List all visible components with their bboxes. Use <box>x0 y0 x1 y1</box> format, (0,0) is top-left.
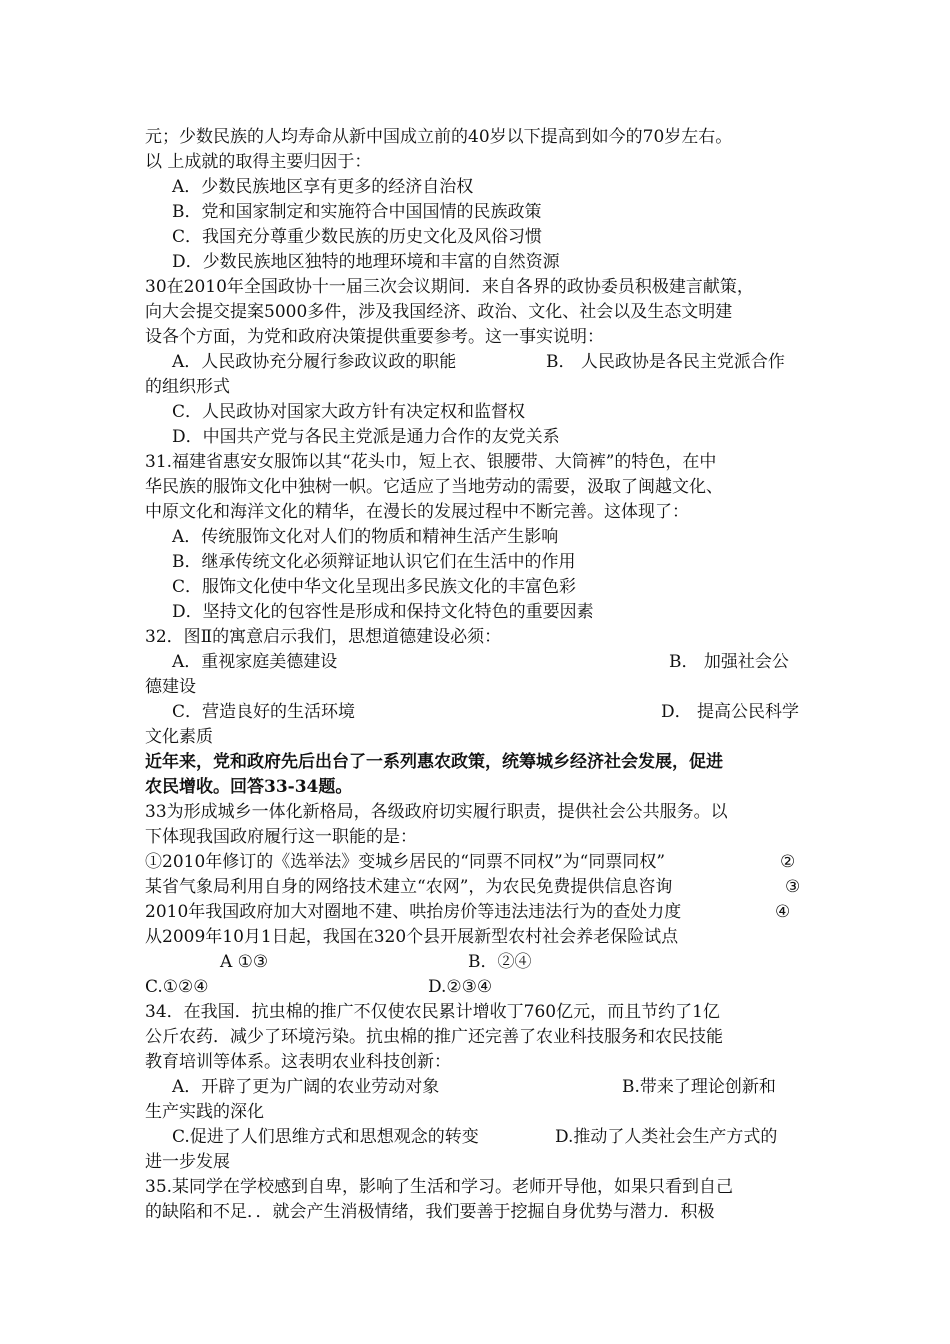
option-line: A ①③ <box>220 952 269 972</box>
option-line: B．继承传统文化必须辩证地认识它们在生活中的作用 <box>172 552 576 572</box>
option-line: D． 提高公民科学 <box>661 702 800 722</box>
option-line: C.①②④ <box>145 977 209 997</box>
option-line: C．我国充分尊重少数民族的历史文化及风俗习惯 <box>172 227 543 247</box>
text-line: 下体现我国政府履行这一职能的是： <box>145 827 417 847</box>
text-line: 文化素质 <box>145 727 213 747</box>
option-line: B． 人民政协是各民主党派合作 <box>546 352 785 372</box>
option-line: A．传统服饰文化对人们的物质和精神生活产生影响 <box>172 527 559 547</box>
text-line: 某省气象局利用自身的网络技术建立“农网”，为农民免费提供信息咨询 <box>145 877 673 897</box>
section-heading: 农民增收。回答33-34题。 <box>145 777 353 797</box>
option-line: B．②④ <box>468 952 532 972</box>
text-line: 生产实践的深化 <box>145 1102 264 1122</box>
text-line: 设各个方面，为党和政府决策提供重要参考。这一事实说明： <box>145 327 604 347</box>
text-line: 以 上成就的取得主要归因于： <box>145 152 372 172</box>
option-line: A．少数民族地区享有更多的经济自治权 <box>172 177 474 197</box>
option-line: A．人民政协充分履行参政议政的职能 <box>172 352 457 372</box>
question-line: 32．图Ⅱ的寓意启示我们，思想道德建设必须： <box>145 627 502 647</box>
text-line: 从2009年10月1日起，我国在320个县开展新型农村社会养老保险试点 <box>145 927 679 947</box>
option-line: D.②③④ <box>428 977 493 997</box>
option-line: A．开辟了更为广阔的农业劳动对象 <box>172 1077 440 1097</box>
text-line: ①2010年修订的《选举法》变城乡居民的“同票不同权”为“同票同权” <box>145 852 666 872</box>
text-line: 德建设 <box>145 677 196 697</box>
option-line: B．党和国家制定和实施符合中国国情的民族政策 <box>172 202 542 222</box>
option-line: B． 加强社会公 <box>669 652 789 672</box>
question-line: 35.某同学在学校感到自卑，影响了生活和学习。老师开导他，如果只看到自己 <box>145 1177 734 1197</box>
option-line: C．营造良好的生活环境 <box>172 702 356 722</box>
text-line: 中原文化和海洋文化的精华，在漫长的发展过程中不断完善。这体现了： <box>145 502 689 522</box>
option-line: C.促进了人们思维方式和思想观念的转变 <box>172 1127 479 1147</box>
text-line: 的组织形式 <box>145 377 230 397</box>
text-line: 华民族的服饰文化中独树一帜。它适应了当地劳动的需要，汲取了闽越文化、 <box>145 477 723 497</box>
text-line: 向大会提交提案5000多件，涉及我国经济、政治、文化、社会以及生态文明建 <box>145 302 733 322</box>
option-line: D．少数民族地区独特的地理环境和丰富的自然资源 <box>172 252 560 272</box>
section-heading: 近年来，党和政府先后出台了一系列惠农政策，统筹城乡经济社会发展，促进 <box>145 752 723 772</box>
text-line: 2010年我国政府加大对圈地不建、哄抬房价等违法违法行为的查处力度 <box>145 902 682 922</box>
option-line: D．中国共产党与各民主党派是通力合作的友党关系 <box>172 427 560 447</box>
option-line: A．重视家庭美德建设 <box>172 652 338 672</box>
option-line: B.带来了理论创新和 <box>622 1077 776 1097</box>
text-line: ③ <box>785 877 801 897</box>
option-line: C．人民政协对国家大政方针有决定权和监督权 <box>172 402 526 422</box>
option-line: D．坚持文化的包容性是形成和保持文化特色的重要因素 <box>172 602 594 622</box>
option-line: D.推动了人类社会生产方式的 <box>555 1127 778 1147</box>
text-line: 公斤农药．减少了环境污染。抗虫棉的推广还完善了农业科技服务和农民技能 <box>145 1027 723 1047</box>
question-line: 30在2010年全国政协十一届三次会议期间．来自各界的政协委员积极建言献策， <box>145 277 754 297</box>
question-line: 33为形成城乡一体化新格局，各级政府切实履行职责，提供社会公共服务。以 <box>145 802 728 822</box>
question-line: 34．在我国．抗虫棉的推广不仅使农民累计增收丁760亿元，而且节约了1亿 <box>145 1002 720 1022</box>
question-line: 31.福建省惠安女服饰以其“花头巾，短上衣、银腰带、大筒裤”的特色，在中 <box>145 452 717 472</box>
text-line: ④ <box>775 902 791 922</box>
text-line: ② <box>780 852 796 872</box>
text-line: 教育培训等体系。这表明农业科技创新： <box>145 1052 451 1072</box>
text-line: 的缺陷和不足．．就会产生消极情绪，我们要善于挖掘自身优势与潜力．积极 <box>145 1202 715 1222</box>
option-line: C．服饰文化使中华文化呈现出多民族文化的丰富色彩 <box>172 577 577 597</box>
text-line: 元；少数民族的人均寿命从新中国成立前的40岁以下提高到如今的70岁左右。 <box>145 127 733 147</box>
text-line: 进一步发展 <box>145 1152 230 1172</box>
